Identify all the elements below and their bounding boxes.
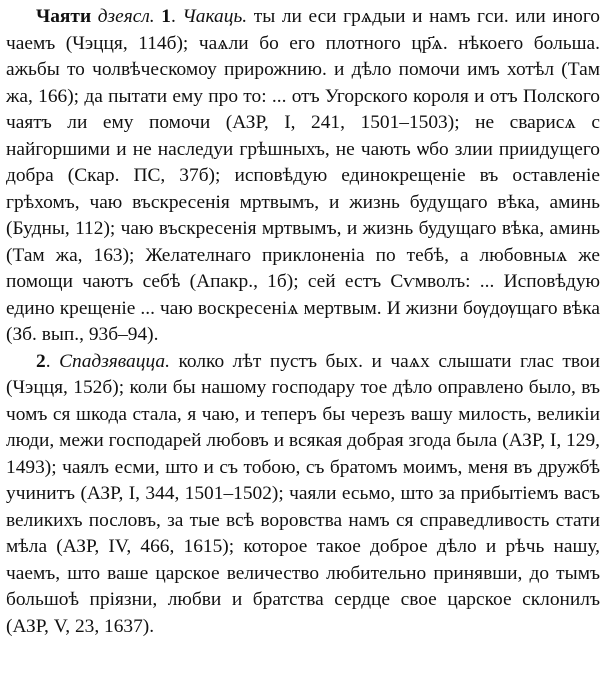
sense-2-number: 2 — [36, 350, 46, 372]
sense-2-label: Спадзявацца. — [59, 350, 170, 372]
grammar-label: дзеясл. — [97, 6, 155, 27]
sense-1-label: Чакаць. — [182, 6, 248, 27]
sense-1-text: ты ли еси грѧдыи и намъ гси. или иного чаемъ (Чэцця, 114б); чаѧли бо его плотного цр҃ѧ. нѣкоего больша. ажьбы то чолвѣческомоу прирожнию. и дѣло помочи имъ хотѣл (Там жа, 166); да пытати ему про то: ... отъ Угорского короля и отъ Полского чаятъ ли ему помочи (АЗР, I, 241, 1501–1503); не сварисѧ с найгоршими и не наследуи грѣшныхъ, не чають ѡбо злии приидущего добра (Скар. ПС, 37б); исповѣдую единокрещеніе въ оставленіе грѣхомъ, чаю въскресенія мртвымъ, и жизнь будущаго вѣка, аминь (Будны, 112); чаю въскресенія мртвымъ, и жизнь будущаго вѣка, аминь (Там жа, 163); Желателнаго приклоненіа по тебѣ, а любовныѧ же помощи чаютъ себѣ (Апакр., 1б); сей естъ Сѵмволъ: ... Исповѣдую едино крещеніе ... чаю воскресеніѧ мертвым. И жизни бѹдѹщаго вѣка (Зб. вып., 93б–94). — [6, 6, 600, 345]
sense-1-number: 1 — [161, 6, 171, 27]
headword: Чаяти — [36, 6, 92, 27]
sense-2-text: колко лѣт пустъ быx. и чаѧх слышати глас твои (Чэцця, 152б); коли бы нашому господару тое дѣло оправлено было, въ чомъ ся шкода стала, я чаю, и теперъ бы черезъ вашу милость, великіи люди, межи господарей любовъ и всякая добрая згода была (АЗР, I, 129, 1493); чаялъ есми, што и съ тобою, съ братомъ моимъ, меня въ дружбѣ учинитъ (АЗР, I, 344, 1501–1502); чаяли есьмо, што за прибытіемъ васъ великихъ пословъ, за тые всѣ воровства намъ ся справедливость стати мѣла (АЗР, IV, 466, 1615); которое такое доброе дѣло и рѣчь нашу, чаемъ, што ваше царское величество любительно принявши, до тымъ большоѣ пріязни, любви и братства сердце свое царское склонилъ (АЗР, V, 23, 1637). — [6, 350, 600, 637]
sense-1-paragraph: Чаяти дзеясл. 1. Чакаць. ты ли еси грѧдыи и намъ гси. или иного чаемъ (Чэцця, 114б); чаѧли бо его плотного цр҃ѧ. нѣкоего больша. ажьбы то чолвѣческомоу прирожнию. и дѣло помочи имъ хотѣл (Там жа, 166); да пытати ему про то: ... отъ Угорского короля и отъ Полского чаятъ ли ему помочи (АЗР, I, 241, 1501–1503); не сварисѧ с найгоршими и не наследуи грѣшныхъ, не чають ѡбо злии приидущего добра (Скар. ПС, 37б); исповѣдую единокрещеніе въ оставленіе грѣхомъ, чаю въскресенія мртвымъ, и жизнь будущаго вѣка, аминь (Будны, 112); чаю въскресенія мртвымъ, и жизнь будущаго вѣка, аминь (Там жа, 163); Желателнаго приклоненіа по тебѣ, а любовныѧ же помощи чаютъ себѣ (Апакр., 1б); сей естъ Сѵмволъ: ... Исповѣдую едино крещеніе ... чаю воскресеніѧ мертвым. И жизни бѹдѹщаго вѣка (Зб. вып., 93б–94). — [6, 6, 600, 345]
sense-2-paragraph: 2. Спадзявацца. колко лѣт пустъ быx. и чаѧх слышати глас твои (Чэцця, 152б); коли бы нашому господару тое дѣло оправлено было, въ чомъ ся шкода стала, я чаю, и теперъ бы черезъ вашу милость, великіи люди, межи господарей любовъ и всякая добрая згода была (АЗР, I, 129, 1493); чаялъ есми, што и съ тобою, съ братомъ моимъ, меня въ дружбѣ учинитъ (АЗР, I, 344, 1501–1502); чаяли есьмо, што за прибытіемъ васъ великихъ пословъ, за тые всѣ воровства намъ ся справедливость стати мѣла (АЗР, IV, 466, 1615); которое такое доброе дѣло и рѣчь нашу, чаемъ, што ваше царское величество любительно принявши, до тымъ большоѣ пріязни, любви и братства сердце свое царское склонилъ (АЗР, V, 23, 1637). — [6, 350, 600, 637]
